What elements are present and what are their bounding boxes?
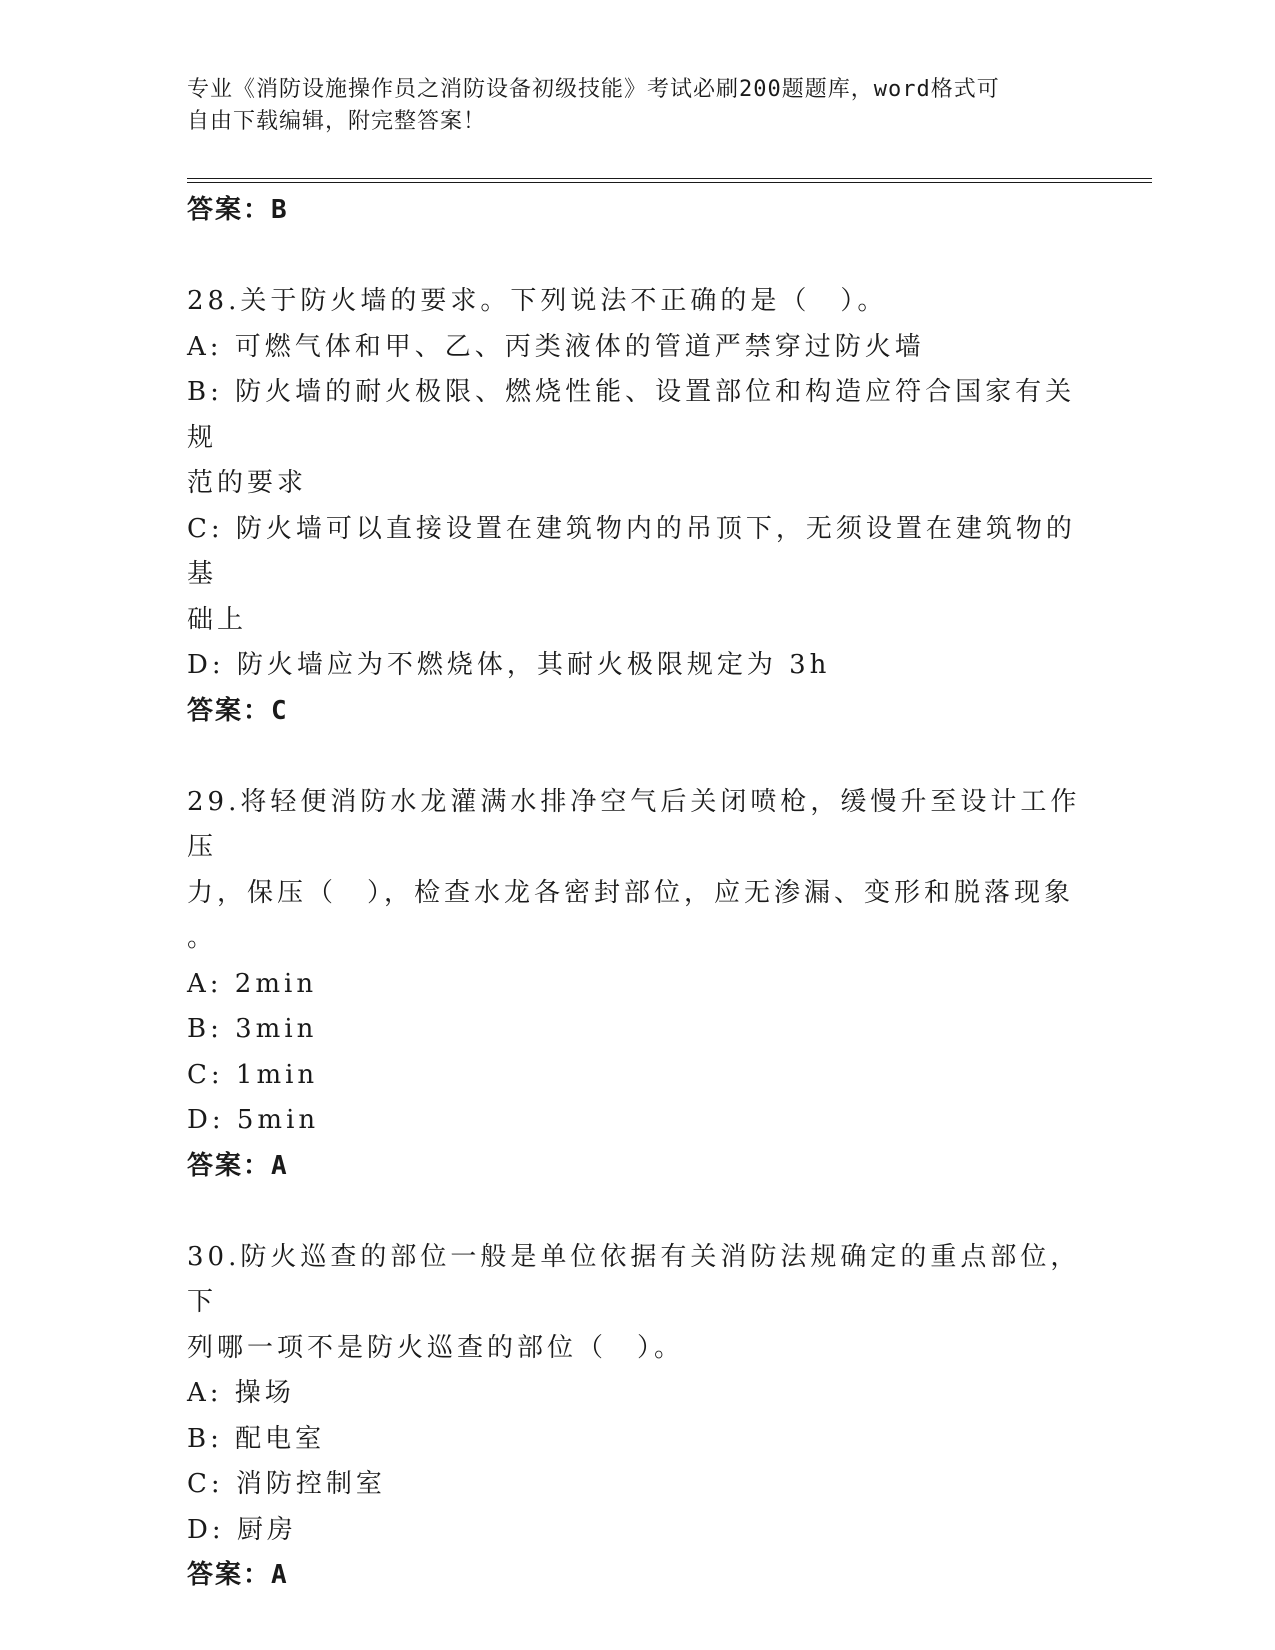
option-a: A: 操场	[187, 1378, 295, 1408]
option-a: A: 2min	[187, 968, 318, 999]
option-b: B: 防火墙的耐火极限、燃烧性能、设置部位和构造应符合国家有关规	[187, 377, 1076, 453]
question-30	[187, 1235, 1087, 1599]
previous-answer: 答案：B	[187, 195, 289, 225]
question-stem: 30.防火巡查的部位一般是单位依据有关消防法规确定的重点部位，下	[187, 1241, 1081, 1317]
question-29	[187, 780, 1087, 1190]
header-rule-bottom	[187, 182, 1152, 183]
option-c-cont: 础上	[187, 604, 248, 635]
option-b: B: 3min	[187, 1014, 318, 1044]
option-d: D: 5min	[187, 1105, 320, 1135]
question-stem: 28.关于防火墙的要求。下列说法不正确的是（ ）。	[187, 286, 888, 316]
question-28	[187, 279, 1087, 734]
option-b-cont: 范的要求	[187, 468, 308, 498]
option-c: C: 1min	[187, 1059, 319, 1090]
spacer	[187, 234, 1087, 280]
question-stem-cont: 列哪一项不是防火巡查的部位（ ）。	[187, 1332, 685, 1363]
document-body	[187, 188, 1087, 1599]
spacer	[187, 734, 1087, 780]
option-c: C: 消防控制室	[187, 1469, 386, 1499]
header-rule-top	[187, 178, 1152, 179]
option-d: D: 防火墙应为不燃烧体，其耐火极限规定为 3h	[187, 650, 831, 680]
question-stem-cont: 力，保压（ ），检查水龙各密封部位，应无渗漏、变形和脱落现象	[187, 877, 1075, 908]
header-line-1: 专业《消防设施操作员之消防设备初级技能》考试必刷200题题库，word格式可	[187, 77, 1000, 102]
question-stem: 29.将轻便消防水龙灌满水排净空气后关闭喷枪，缓慢升至设计工作压	[187, 786, 1081, 862]
document-header	[187, 74, 1067, 138]
question-stem-cont: 。	[187, 923, 218, 953]
answer: 答案：C	[187, 695, 289, 726]
answer: 答案：A	[187, 1560, 289, 1590]
option-c: C: 防火墙可以直接设置在建筑物内的吊顶下，无须设置在建筑物的基	[187, 513, 1076, 589]
header-line-2: 自由下载编辑，附完整答案！	[187, 109, 487, 134]
option-b: B: 配电室	[187, 1423, 326, 1454]
answer: 答案：A	[187, 1150, 289, 1181]
option-a: A: 可燃气体和甲、乙、丙类液体的管道严禁穿过防火墙	[187, 331, 925, 362]
option-d: D: 厨房	[187, 1514, 297, 1545]
spacer	[187, 1189, 1087, 1235]
